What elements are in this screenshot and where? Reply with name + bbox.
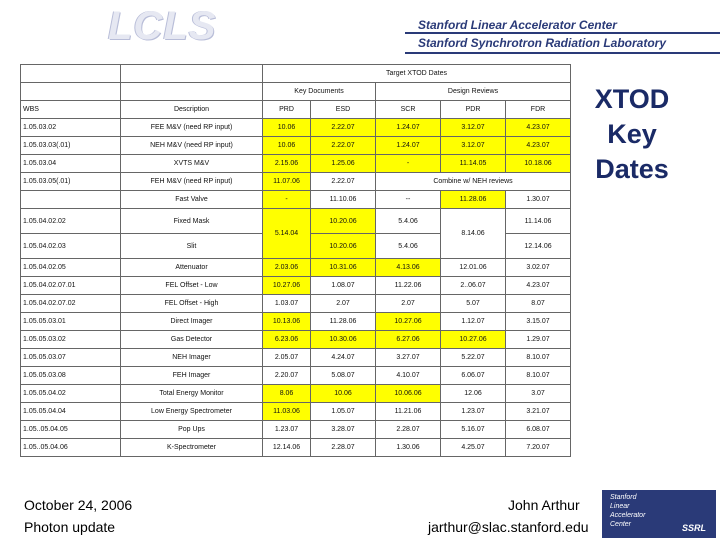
blank-cell	[121, 65, 263, 83]
wbs-cell: 1.05.05.03.08	[21, 367, 121, 385]
title-line-2: Key	[607, 119, 657, 149]
wbs-cell: 1.05.03.02	[21, 119, 121, 137]
table-row	[21, 155, 571, 173]
wbs-cell: 1.05.05.03.07	[21, 349, 121, 367]
scr-cell: 3.27.07	[376, 349, 441, 367]
prd-cell: 5.14.04	[263, 209, 311, 259]
blank-cell	[21, 65, 121, 83]
esd-cell: 4.24.07	[311, 349, 376, 367]
fdr-cell: 3.21.07	[506, 403, 571, 421]
target-dates-header: Target XTOD Dates	[263, 65, 571, 83]
esd-cell: 3.28.07	[311, 421, 376, 439]
footer-subtitle: Photon update	[24, 519, 116, 535]
table-row	[21, 277, 571, 295]
description-cell: XVTS M&V	[121, 155, 263, 173]
fdr-cell: 4.23.07	[506, 119, 571, 137]
esd-cell: 2.22.07	[311, 173, 376, 191]
prd-cell: 2.03.06	[263, 259, 311, 277]
esd-cell: 2.28.07	[311, 439, 376, 457]
description-cell: FEH Imager	[121, 367, 263, 385]
blank-cell	[21, 83, 121, 101]
org-line-1: Stanford Linear Accelerator Center	[418, 18, 617, 32]
fdr-cell: 10.18.06	[506, 155, 571, 173]
table-row	[21, 367, 571, 385]
scr-cell: 5.4.06	[376, 209, 441, 234]
description-cell: NEH Imager	[121, 349, 263, 367]
scr-cell: 2.28.07	[376, 421, 441, 439]
esd-cell: 10.30.06	[311, 331, 376, 349]
pdr-cell: 10.27.06	[441, 331, 506, 349]
description-cell: Gas Detector	[121, 331, 263, 349]
logo-line: Accelerator	[610, 512, 646, 519]
description-cell: FEE M&V (need RP input)	[121, 119, 263, 137]
prd-cell: 12.14.06	[263, 439, 311, 457]
pdr-cell: 2..06.07	[441, 277, 506, 295]
prd-cell: 8.06	[263, 385, 311, 403]
wbs-cell: 1.05.04.02.03	[21, 234, 121, 259]
scr-cell: 10.27.06	[376, 313, 441, 331]
description-cell: FEL Offset - Low	[121, 277, 263, 295]
pdr-cell: 3.12.07	[441, 137, 506, 155]
org-line-2: Stanford Synchrotron Radiation Laboratory	[418, 36, 667, 50]
logo-line: Stanford	[610, 494, 637, 501]
scr-cell: 1.24.07	[376, 137, 441, 155]
col-header-prd: PRD	[263, 101, 311, 119]
prd-cell: 11.07.06	[263, 173, 311, 191]
esd-cell: 11.10.06	[311, 191, 376, 209]
esd-cell: 2.07	[311, 295, 376, 313]
fdr-cell: 8.10.07	[506, 349, 571, 367]
fdr-cell: 4.23.07	[506, 277, 571, 295]
xtod-key-dates-title	[582, 82, 682, 187]
pdr-cell: 12.06	[441, 385, 506, 403]
footer-email: jarthur@slac.stanford.edu	[428, 519, 589, 535]
logo-line: Center	[610, 521, 632, 528]
table-row	[21, 259, 571, 277]
col-header-scr: SCR	[376, 101, 441, 119]
fdr-cell: 7.20.07	[506, 439, 571, 457]
wbs-cell: 1.05.03.04	[21, 155, 121, 173]
description-cell: Pop Ups	[121, 421, 263, 439]
prd-cell: 6.23.06	[263, 331, 311, 349]
esd-cell: 11.28.06	[311, 313, 376, 331]
esd-cell: 10.20.06	[311, 234, 376, 259]
esd-cell: 10.31.06	[311, 259, 376, 277]
pdr-cell: 6.06.07	[441, 367, 506, 385]
fdr-cell: 12.14.06	[506, 234, 571, 259]
prd-cell: 2.20.07	[263, 367, 311, 385]
wbs-cell	[21, 191, 121, 209]
description-cell: Slit	[121, 234, 263, 259]
col-header-description: Description	[121, 101, 263, 119]
prd-cell: -	[263, 191, 311, 209]
table-row	[21, 385, 571, 403]
fdr-cell: 1.29.07	[506, 331, 571, 349]
title-line-1: XTOD	[594, 84, 670, 114]
wbs-cell: 1.05.05.03.02	[21, 331, 121, 349]
fdr-cell: 3.02.07	[506, 259, 571, 277]
wbs-cell: 1.05..05.04.05	[21, 421, 121, 439]
col-header-fdr: FDR	[506, 101, 571, 119]
prd-cell: 2.05.07	[263, 349, 311, 367]
lcls-logo: LCLS	[108, 4, 217, 48]
table-row	[21, 439, 571, 457]
pdr-cell: 5.22.07	[441, 349, 506, 367]
wbs-cell: 1.05.04.02.02	[21, 209, 121, 234]
pdr-cell: 8.14.06	[441, 209, 506, 259]
esd-cell: 1.25.06	[311, 155, 376, 173]
design-reviews-header: Design Reviews	[376, 83, 571, 101]
scr-cell: 10.06.06	[376, 385, 441, 403]
table-row	[21, 313, 571, 331]
key-documents-header: Key Documents	[263, 83, 376, 101]
description-cell: Low Energy Spectrometer	[121, 403, 263, 421]
combine-note-cell: Combine w/ NEH reviews	[376, 173, 571, 191]
description-cell: K-Spectrometer	[121, 439, 263, 457]
description-cell: Fast Valve	[121, 191, 263, 209]
table-row	[21, 209, 571, 234]
logo-line: Linear	[610, 503, 630, 510]
dates-table	[20, 64, 570, 464]
wbs-cell: 1.05.03.05(.01)	[21, 173, 121, 191]
col-header-esd: ESD	[311, 101, 376, 119]
table-row	[21, 403, 571, 421]
ssrl-badge: SSRL	[682, 523, 707, 533]
table-row	[21, 331, 571, 349]
scr-cell: --	[376, 191, 441, 209]
scr-cell: 4.13.06	[376, 259, 441, 277]
table-row	[21, 137, 571, 155]
table-row	[21, 349, 571, 367]
scr-cell: 5.4.06	[376, 234, 441, 259]
esd-cell: 5.08.07	[311, 367, 376, 385]
description-cell: Total Energy Monitor	[121, 385, 263, 403]
fdr-cell: 8.07	[506, 295, 571, 313]
scr-cell: 11.21.06	[376, 403, 441, 421]
esd-cell: 10.06	[311, 385, 376, 403]
description-cell: NEH M&V (need RP input)	[121, 137, 263, 155]
esd-cell: 2.22.07	[311, 119, 376, 137]
table-row	[21, 295, 571, 313]
fdr-cell: 4.23.07	[506, 137, 571, 155]
description-cell: FEL Offset - High	[121, 295, 263, 313]
header-rule-bottom	[405, 52, 720, 54]
wbs-cell: 1.05.04.02.05	[21, 259, 121, 277]
fdr-cell: 3.15.07	[506, 313, 571, 331]
scr-cell: 11.22.06	[376, 277, 441, 295]
wbs-cell: 1.05.03.03(.01)	[21, 137, 121, 155]
pdr-cell: 5.07	[441, 295, 506, 313]
esd-cell: 1.05.07	[311, 403, 376, 421]
description-cell: Direct Imager	[121, 313, 263, 331]
scr-cell: -	[376, 155, 441, 173]
prd-cell: 1.23.07	[263, 421, 311, 439]
pdr-cell: 1.12.07	[441, 313, 506, 331]
col-header-pdr: PDR	[441, 101, 506, 119]
wbs-cell: 1.05..05.04.06	[21, 439, 121, 457]
description-cell: FEH M&V (need RP input)	[121, 173, 263, 191]
wbs-cell: 1.05.04.02.07.02	[21, 295, 121, 313]
table-row	[21, 421, 571, 439]
wbs-cell: 1.05.04.02.07.01	[21, 277, 121, 295]
esd-cell: 2.22.07	[311, 137, 376, 155]
slac-ssrl-logo	[602, 490, 716, 538]
col-header-wbs: WBS	[21, 101, 121, 119]
scr-cell: 4.10.07	[376, 367, 441, 385]
pdr-cell: 3.12.07	[441, 119, 506, 137]
prd-cell: 10.13.06	[263, 313, 311, 331]
prd-cell: 10.06	[263, 119, 311, 137]
description-cell: Fixed Mask	[121, 209, 263, 234]
prd-cell: 10.06	[263, 137, 311, 155]
esd-cell: 10.20.06	[311, 209, 376, 234]
description-cell: Attenuator	[121, 259, 263, 277]
scr-cell: 6.27.06	[376, 331, 441, 349]
fdr-cell: 3.07	[506, 385, 571, 403]
wbs-cell: 1.05.05.04.04	[21, 403, 121, 421]
scr-cell: 2.07	[376, 295, 441, 313]
table-row	[21, 173, 571, 191]
fdr-cell: 11.14.06	[506, 209, 571, 234]
pdr-cell: 11.28.06	[441, 191, 506, 209]
pdr-cell: 1.23.07	[441, 403, 506, 421]
footer-author: John Arthur	[508, 497, 580, 513]
footer-date: October 24, 2006	[24, 497, 133, 513]
header	[0, 0, 720, 62]
prd-cell: 2.15.06	[263, 155, 311, 173]
wbs-cell: 1.05.05.03.01	[21, 313, 121, 331]
prd-cell: 11.03.06	[263, 403, 311, 421]
header-rule-top	[405, 32, 720, 34]
pdr-cell: 12.01.06	[441, 259, 506, 277]
fdr-cell: 6.08.07	[506, 421, 571, 439]
esd-cell: 1.08.07	[311, 277, 376, 295]
pdr-cell: 5.16.07	[441, 421, 506, 439]
title-line-3: Dates	[595, 154, 669, 184]
prd-cell: 1.03.07	[263, 295, 311, 313]
table-row	[21, 119, 571, 137]
pdr-cell: 4.25.07	[441, 439, 506, 457]
pdr-cell: 11.14.05	[441, 155, 506, 173]
scr-cell: 1.30.06	[376, 439, 441, 457]
wbs-cell: 1.05.05.04.02	[21, 385, 121, 403]
fdr-cell: 8.10.07	[506, 367, 571, 385]
scr-cell: 1.24.07	[376, 119, 441, 137]
table-row	[21, 191, 571, 209]
fdr-cell: 1.30.07	[506, 191, 571, 209]
blank-cell	[121, 83, 263, 101]
prd-cell: 10.27.06	[263, 277, 311, 295]
